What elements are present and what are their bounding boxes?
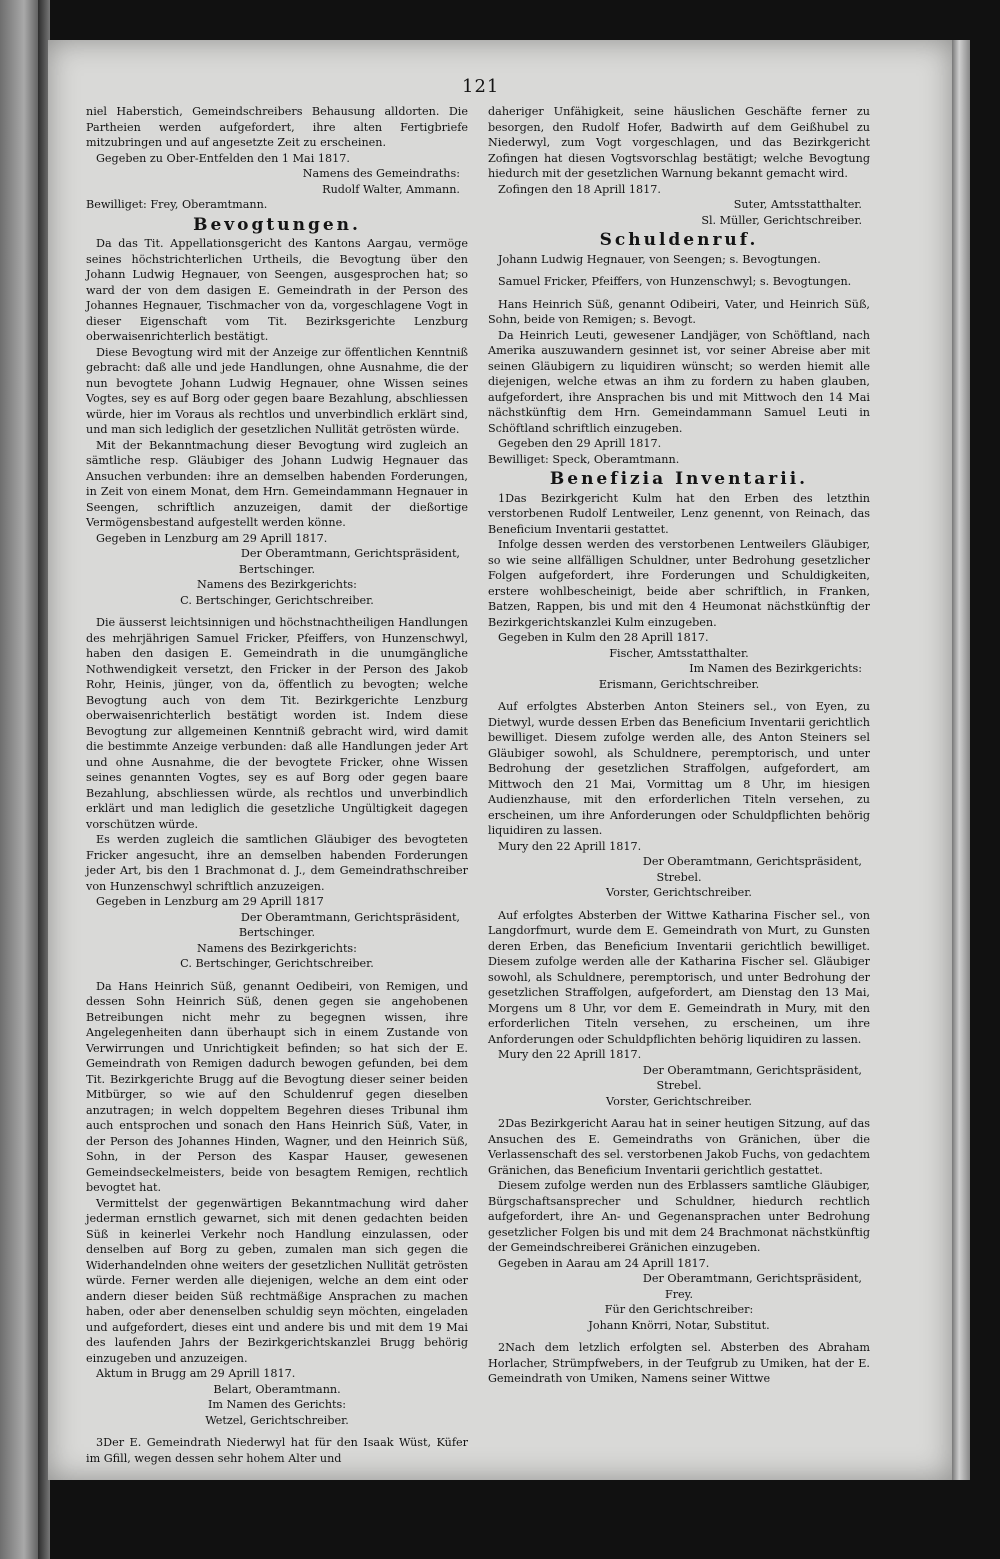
signature-line: Für den Gerichtschreiber:	[604, 1303, 754, 1316]
signature-line: Sl. Müller, Gerichtschreiber.	[701, 213, 862, 227]
page-number: 121	[462, 76, 500, 97]
signature-line: Namens des Bezirkgerichts:	[197, 578, 357, 591]
signature-line: Frey.	[664, 1287, 694, 1301]
signature-line: Bertschinger.	[238, 562, 316, 576]
paragraph: 3Der E. Gemeindrath Niederwyl hat für den Isaak Wüst, Küfer im Gfill, wegen dessen sehr hohem Alter und	[86, 1436, 468, 1465]
signature-line: Vorster, Gerichtschreiber.	[606, 1094, 752, 1108]
date-line: Gegeben in Aarau am 24 Aprill 1817.	[498, 1256, 710, 1270]
date-line: Gegeben in Lenzburg am 29 Aprill 1817.	[96, 531, 328, 545]
paragraph: Da Heinrich Leuti, gewesener Landjäger, von Schöftland, nach Amerika auszuwandern gesinnet ist, vor seiner Abreise aber mit seinen Gläubigern zu liquidiren wünscht; so werden hiemit alle diejenigen, welche etwas an ihm zu fordern zu haben glauben, aufgefordert, ihre Ansprachen bis und mit Mittwoch den 14 Mai nächstkünftig dem Hrn. Gemeindammann Samuel Leuti in Schöftland schriftlich einzugeben.	[488, 328, 870, 435]
paragraph: Infolge dessen werden des verstorbenen Lentweilers Gläubiger, so wie seine allfälligen Schuldner, unter Bedrohung gesetzlicher Folgen aufgefordert, ihre Forderungen und Schuldigkeiten, erstere wohlbescheinigt, beide aber schriftlich, in Franken, Batzen, Rappen, bis und mit den 4 Heumonat nächstkünftig der Bezirkgerichtskanzlei Kulm einzugeben.	[488, 538, 870, 629]
signature-line: Der Oberamtmann, Gerichtspräsident,	[240, 547, 460, 560]
signature-line: Suter, Amtsstatthalter.	[733, 198, 862, 211]
newspaper-page	[48, 40, 952, 1480]
paragraph: Vermittelst der gegenwärtigen Bekanntmachung wird daher jederman ernstlich gewarnet, sich mit denen gedachten beiden Süß in keinerlei Verkehr noch Handlung einzulassen, oder denselben auf Borg zu geben, zumalen man sich gegen die Widerhandelnden ohne weiters der gesetzlichen Nullität getrösten würde. Ferner werden alle diejenigen, welche an dem eint oder andern dieser beiden Süß rechtmäßige Ansprachen zu machen haben, oder aber denenselben schuldig seyn möchten, eingeladen und aufgefordert, dieses eint und andere bis und mit dem 19 Mai des laufenden Jahrs der Bezirkgerichtskanzlei Brugg behörig einzugeben und anzuzeigen.	[86, 1196, 468, 1365]
previous-page-edge	[0, 0, 40, 1559]
signature-line: Wetzel, Gerichtschreiber.	[205, 1413, 349, 1427]
paragraph: 1Das Bezirkgericht Kulm hat den Erben des letzthin verstorbenen Rudolf Lentweiler, Lenz genennt, von Reinach, das Beneficium Inventarii gestattet.	[488, 491, 870, 536]
signature-line: Namens des Bezirkgerichts:	[197, 941, 357, 955]
date-line: Gegeben zu Ober-Entfelden den 1 Mai 1817.	[96, 151, 350, 165]
section-heading-bevogtungen: Bevogtungen.	[193, 214, 361, 235]
date-line: Aktum in Brugg am 29 Aprill 1817.	[96, 1367, 296, 1380]
paragraph: Hans Heinrich Süß, genannt Odibeiri, Vater, und Heinrich Süß, Sohn, beide von Remigen; s. Bevogt.	[488, 297, 870, 326]
date-line: Gegeben den 29 Aprill 1817.	[498, 437, 662, 450]
signature-line: Im Namen des Bezirkgerichts:	[689, 662, 862, 675]
signature-line: Der Oberamtmann, Gerichtspräsident,	[642, 1063, 862, 1077]
signature-line: Namens des Gemeindraths:	[302, 167, 460, 180]
approval-line: Bewilliget: Frey, Oberamtmann.	[86, 198, 268, 211]
signature-line: Der Oberamtmann, Gerichtspräsident,	[240, 910, 460, 924]
date-line: Gegeben in Lenzburg am 29 Aprill 1817	[96, 895, 324, 908]
right-column	[488, 104, 870, 1387]
left-column	[86, 104, 468, 1466]
paragraph: 2Nach dem letzlich erfolgten sel. Absterben des Abraham Horlacher, Strümpfwebers, in der Teufgrub zu Umiken, hat der E. Gemeindrath von Umiken, Namens seiner Wittwe	[488, 1341, 870, 1385]
signature-line: Der Oberamtmann, Gerichtspräsident,	[642, 1272, 862, 1285]
paragraph: daheriger Unfähigkeit, seine häuslichen Geschäfte ferner zu besorgen, den Rudolf Hofer, Badwirth auf dem Geißhubel zu Niederwyl, zum Vogt vorgeschlagen, und das Bezirkgericht Zofingen hat diesen Vogtsvorschlag bestätigt; welche Bevogtung hiedurch mit der gesetzlichen Warnung bekannt gemacht wird.	[488, 105, 870, 180]
paragraph: Auf erfolgtes Absterben der Wittwe Katharina Fischer sel., von Langdorfmurt, wurde dem E. Gemeindrath von Murt, zu Gunsten deren Erben, das Beneficium Inventarii gerichtlich bewilliget. Diesem zufolge werden alle der Katharina Fischer sel. Gläubiger sowohl, als Schuldnere, peremptorisch, und unter Bedrohung der gesetzlichen Straffolgen, aufgefordert, am Dienstag den 13 Mai, Morgens um 8 Uhr, vor dem E. Gemeindrath in Mury, mit den erforderlichen Titeln versehen, zu erscheinen, um ihre Anforderungen oder Schuldpflichten behörig liquidiren zu lassen.	[488, 908, 870, 1046]
paragraph: Es werden zugleich die samtlichen Gläubiger des bevogteten Fricker angesucht, ihre an demselben habenden Forderungen jeder Art, bis den 1 Brachmonat d. J., dem Gemeindrathschreiber von Hunzenschwyl schriftlich anzuzeigen.	[86, 833, 468, 893]
signature-line: Strebel.	[656, 1079, 702, 1092]
signature-line: C. Bertschinger, Gerichtschreiber.	[180, 957, 374, 970]
paragraph: Die äusserst leichtsinnigen und höchstnachtheiligen Handlungen des mehrjährigen Samuel Fricker, Pfeiffers, von Hunzenschwyl, haben den dasigen E. Gemeindrath in die unumgängliche Nothwendigkeit versetzt, den Fricker in der Person des Jakob Rohr, Heinis, jünger, von da, öffentlich zu bevogten; welche Bevogtung auch von dem Tit. Bezirkgerichte Lenzburg oberwaisenrichterlich bestätigt worden ist. Indem diese Bevogtung zur allgemeinen Kenntniß gebracht wird, wird damit die bestimmte Anzeige verbunden: daß alle Handlungen jeder Art und ohne Ausnahme, die der bevogtete Fricker, ohne Wissen seines genannten Vogtes, sey es auf Borg oder gegen baare Bezahlung, abschliessen würde, als rechtlos und unverbindlich erklärt und man lediglich die gesetzliche Ungültigkeit dagegen vorschützen würde.	[86, 616, 468, 831]
signature-line: Vorster, Gerichtschreiber.	[606, 886, 752, 899]
paragraph: Diese Bevogtung wird mit der Anzeige zur öffentlichen Kenntniß gebracht: daß alle und jede Handlungen, ohne Ausnahme, die der nun bevogtete Johann Ludwig Hegnauer, ohne Wissen seines Vogtes, sey es auf Borg oder gegen baare Bezahlung, abschliessen würde, hier im Voraus als rechtlos und unverbindlich erklärt sind, und man sich lediglich der gesetzlichen Nullität getrösten würde.	[86, 345, 468, 436]
paragraph: Johann Ludwig Hegnauer, von Seengen; s. Bevogtungen.	[498, 252, 821, 266]
signature-line: Erismann, Gerichtschreiber.	[598, 677, 760, 691]
date-line: Mury den 22 Aprill 1817.	[498, 1048, 642, 1061]
paragraph: Samuel Fricker, Pfeiffers, von Hunzenschwyl; s. Bevogtungen.	[498, 275, 852, 288]
signature-line: C. Bertschinger, Gerichtschreiber.	[180, 593, 374, 607]
signature-line: Rudolf Walter, Ammann.	[322, 182, 460, 196]
paragraph: Da das Tit. Appellationsgericht des Kantons Aargau, vermöge seines höchstrichterlichen Urtheils, die Bevogtung über den Johann Ludwig Hegnauer, von Seengen, ausgesprochen hat; so ward der von dem dasigen E. Gemeindrath in der Person des Johannes Hegnauer, Tischmacher von da, vorgeschlagene Vogt in dieser Eigenschaft vom Tit. Bezirksgerichte Lenzburg oberwaisenrichterlich bestätigt.	[86, 237, 468, 343]
date-line: Zofingen den 18 Aprill 1817.	[498, 182, 661, 196]
page-right-edge	[952, 40, 970, 1480]
paragraph: Da Hans Heinrich Süß, genannt Oedibeiri, von Remigen, und dessen Sohn Heinrich Süß, denen gegen sie angehobenen Betreibungen nicht mehr zu begegnen wissen, ihre Angelegenheiten dann überhaupt sich in einem Zustande von Verwirrungen und Unrichtigkeit befinden; so hat sich der E. Gemeindrath von Remigen dadurch bewogen gefunden, bei dem Tit. Bezirkgerichte Brugg auf die Bevogtung dieser seiner beiden Mitbürger, so wie auf den Schuldenruf gegen dieselben anzutragen; in welch doppeltem Begehren dieses Tribunal ihm auch entsprochen und sonach den Hans Heinrich Süß, Vater, in der Person des Johannes Hinden, Wagner, und den Heinrich Süß, Sohn, in der Person des Kaspar Hauser, gewesenen Gemeindseckelmeisters, beide von besagtem Remigen, rechtlich bevogtet hat.	[86, 979, 468, 1194]
paragraph: 2Das Bezirkgericht Aarau hat in seiner heutigen Sitzung, auf das Ansuchen des E. Gemeindraths von Gränichen, über die Verlassenschaft des sel. verstorbenen Jakob Fuchs, von gedachtem Gränichen, das Beneficium Inventarii gerichtlich gestattet.	[488, 1117, 870, 1177]
paragraph: niel Haberstich, Gemeindschreibers Behausung alldorten. Die Partheien werden aufgefordert, ihre alten Fertigbriefe mitzubringen und auf angesetzte Zeit zu erscheinen.	[86, 105, 468, 149]
signature-line: Belart, Oberamtmann.	[213, 1382, 341, 1396]
signature-line: Im Namen des Gerichts:	[207, 1398, 347, 1411]
section-heading-schuldenruf: Schuldenruf.	[599, 230, 759, 250]
paragraph: Diesem zufolge werden nun des Erblassers samtliche Gläubiger, Bürgschaftsansprecher und Schuldner, hiedurch rechtlich aufgefordert, ihre An- und Gegenansprachen unter Bedrohung gesetzlicher Folgen bis und mit dem 24 Brachmonat nächstkünftig der Gemeindschreiberei Gränichen einzugeben.	[488, 1179, 870, 1254]
signature-line: Johann Knörri, Notar, Substitut.	[588, 1318, 770, 1332]
signature-line: Bertschinger.	[238, 926, 316, 939]
section-heading-benefizia-inventarii: Benefizia Inventarii.	[549, 469, 809, 489]
approval-line: Bewilliget: Speck, Oberamtmann.	[488, 452, 680, 466]
date-line: Gegeben in Kulm den 28 Aprill 1817.	[498, 631, 709, 644]
date-line: Mury den 22 Aprill 1817.	[498, 839, 642, 853]
paragraph: Mit der Bekanntmachung dieser Bevogtung wird zugleich an sämtliche resp. Gläubiger des Johann Ludwig Hegnauer das Ansuchen verbunden: ihre an demselben habenden Forderungen, in Zeit von einem Monat, dem Hrn. Gemeindammann Hegnauer in Seengen, schriftlich anzuzeigen, damit der dießortige Vermögensbestand aufgestellt werden könne.	[86, 438, 468, 529]
signature-line: Der Oberamtmann, Gerichtspräsident,	[642, 855, 862, 868]
signature-line: Fischer, Amtsstatthalter.	[609, 646, 749, 660]
signature-line: Strebel.	[656, 870, 702, 884]
paragraph: Auf erfolgtes Absterben Anton Steiners sel., von Eyen, zu Dietwyl, wurde dessen Erben das Beneficium Inventarii gerichtlich bewilliget. Diesem zufolge werden alle, des Anton Steiners sel Gläubiger sowohl, als Schuldnere, peremptorisch, und unter Bedrohung der gesetzlichen Straffolgen, aufgefordert, am Mittwoch den 21 Mai, Vormittag um 8 Uhr, im hiesigen Audienzhause, mit den erforderlichen Titeln versehen, zu erscheinen, um ihre Anforderungen oder Schuldpflichten behörig liquidiren zu lassen.	[488, 700, 870, 837]
